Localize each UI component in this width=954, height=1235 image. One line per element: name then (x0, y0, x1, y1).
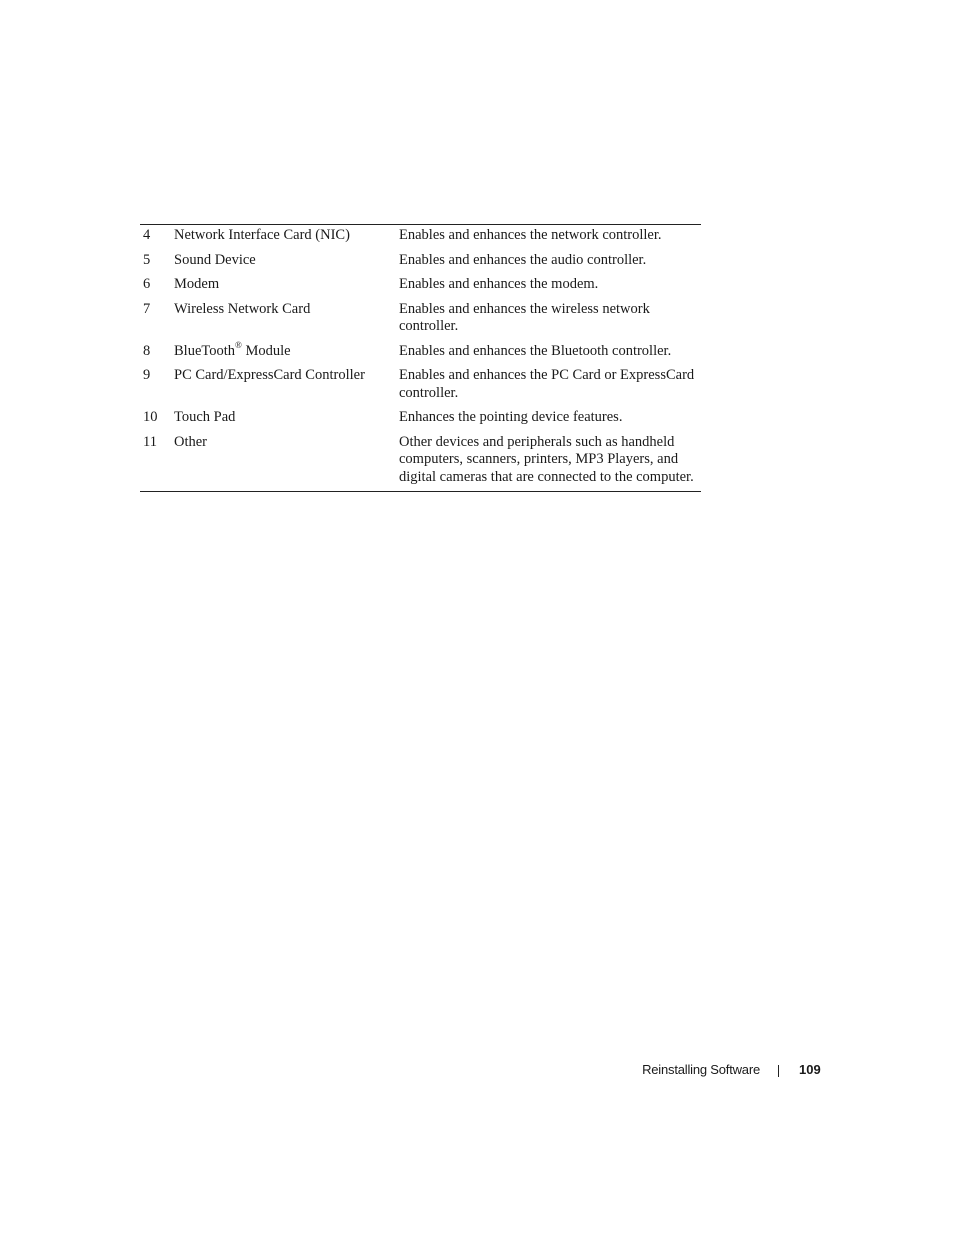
device-name (174, 225, 399, 250)
driver-table (140, 224, 701, 492)
table-row (140, 299, 701, 341)
device-name-text: Sound Device (174, 251, 256, 268)
device-name-text: Network Interface Card (NIC) (174, 227, 350, 243)
device-name (174, 274, 399, 299)
device-name (174, 341, 399, 366)
footer-divider (778, 1065, 779, 1077)
device-description: Enables and enhances the Bluetooth controller. (399, 342, 672, 359)
table-row (140, 365, 701, 407)
row-number: 9 (143, 367, 151, 383)
device-name (174, 250, 399, 275)
table-row (140, 432, 701, 492)
row-number: 4 (143, 227, 151, 243)
device-name (174, 365, 399, 407)
registered-mark: ® (235, 339, 242, 350)
row-number: 11 (143, 433, 157, 450)
device-name (174, 432, 399, 492)
device-description: Enables and enhances the wireless network controller. (399, 300, 650, 334)
device-description: Enables and enhances the modem. (399, 276, 599, 292)
device-name (174, 299, 399, 341)
row-number: 5 (143, 251, 151, 268)
device-name-text: PC Card/ExpressCard Controller (174, 367, 365, 383)
device-description: Other devices and peripherals such as handheld computers, scanners, printers, MP3 Players, and digital cameras that are connected to the computer. (399, 433, 694, 485)
table-row (140, 250, 701, 275)
footer-section-title: Reinstalling Software (642, 1062, 760, 1077)
device-name-text: Other (174, 433, 208, 450)
device-name-suffix: Module (241, 342, 291, 359)
device-name-text: Touch Pad (174, 409, 236, 425)
row-number: 8 (143, 342, 151, 359)
device-description: Enhances the pointing device features. (399, 409, 623, 425)
table-row (140, 274, 701, 299)
row-number: 10 (143, 409, 158, 425)
page-number: 109 (799, 1062, 821, 1077)
row-number: 7 (143, 300, 151, 317)
device-name-text: Modem (174, 276, 220, 292)
device-description: Enables and enhances the PC Card or ExpressCard controller. (399, 367, 695, 401)
device-description: Enables and enhances the network controller. (399, 227, 662, 243)
device-name-text: BlueTooth (174, 342, 236, 359)
device-name (174, 407, 399, 432)
table-row (140, 341, 701, 366)
table-row (140, 225, 701, 250)
table-row (140, 407, 701, 432)
device-name-text: Wireless Network Card (174, 300, 311, 317)
row-number: 6 (143, 276, 151, 292)
device-description: Enables and enhances the audio controller. (399, 251, 647, 268)
